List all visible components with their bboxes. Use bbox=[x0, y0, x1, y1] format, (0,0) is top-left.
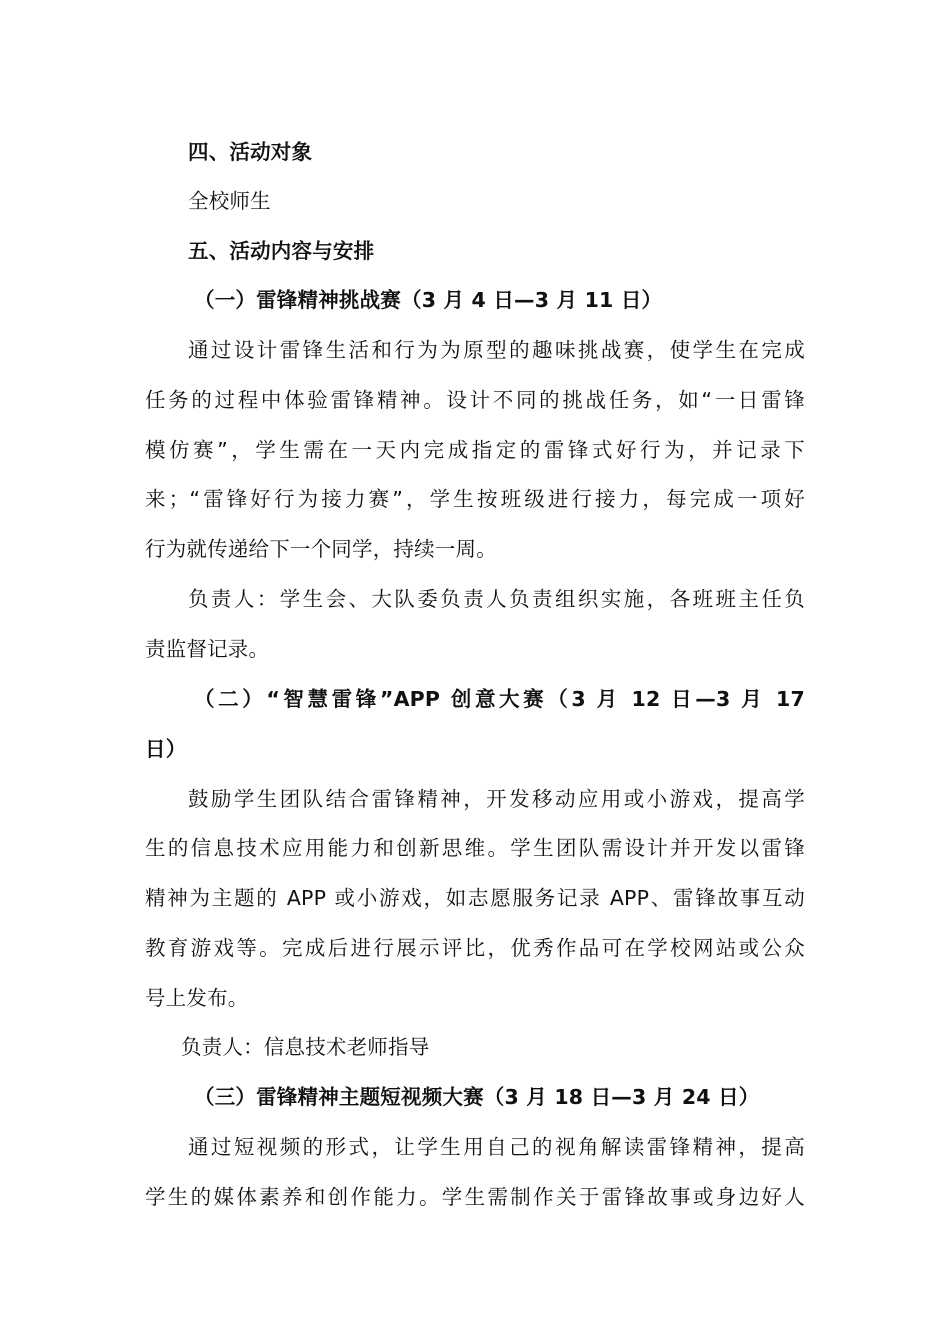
paragraph-line: 号上发布。 bbox=[145, 986, 249, 1010]
subsection-heading-2: （二）“智慧雷锋”APP 创意大赛（3 月 12 日—3 月 17 bbox=[194, 687, 805, 711]
paragraph-line: 学生的媒体素养和创作能力。学生需制作关于雷锋故事或身边好人 bbox=[145, 1185, 805, 1209]
subsection-heading-1: （一）雷锋精神挑战赛（3 月 4 日—3 月 11 日） bbox=[194, 288, 663, 312]
paragraph-line: 模仿赛”，学生需在一天内完成指定的雷锋式好行为，并记录下 bbox=[145, 438, 805, 462]
paragraph-line: 生的信息技术应用能力和创新思维。学生团队需设计并开发以雷锋 bbox=[145, 836, 805, 860]
paragraph-line: 来；“雷锋好行为接力赛”，学生按班级进行接力，每完成一项好 bbox=[145, 487, 805, 511]
subsection-heading-2-continued: 日） bbox=[145, 737, 187, 761]
paragraph-line: 任务的过程中体验雷锋精神。设计不同的挑战任务，如“一日雷锋 bbox=[145, 388, 805, 412]
section-heading-5: 五、活动内容与安排 bbox=[188, 239, 375, 263]
paragraph-line: 通过设计雷锋生活和行为为原型的趣味挑战赛，使学生在完成 bbox=[188, 338, 805, 362]
paragraph-line: 责监督记录。 bbox=[145, 637, 270, 661]
paragraph-line: 鼓励学生团队结合雷锋精神，开发移动应用或小游戏，提高学 bbox=[188, 787, 805, 811]
paragraph-line: 精神为主题的 APP 或小游戏，如志愿服务记录 APP、雷锋故事互动 bbox=[145, 886, 805, 910]
responsible-person-line: 负责人：信息技术老师指导 bbox=[181, 1035, 430, 1059]
subsection-heading-3: （三）雷锋精神主题短视频大赛（3 月 18 日—3 月 24 日） bbox=[194, 1085, 760, 1109]
paragraph-line: 全校师生 bbox=[188, 189, 271, 213]
responsible-person-line: 负责人：学生会、大队委负责人负责组织实施，各班班主任负 bbox=[188, 587, 805, 611]
paragraph-line: 教育游戏等。完成后进行展示评比，优秀作品可在学校网站或公众 bbox=[145, 936, 805, 960]
paragraph-line: 通过短视频的形式，让学生用自己的视角解读雷锋精神，提高 bbox=[188, 1135, 805, 1159]
paragraph-line: 行为就传递给下一个同学，持续一周。 bbox=[145, 537, 497, 561]
section-heading-4: 四、活动对象 bbox=[188, 140, 313, 164]
